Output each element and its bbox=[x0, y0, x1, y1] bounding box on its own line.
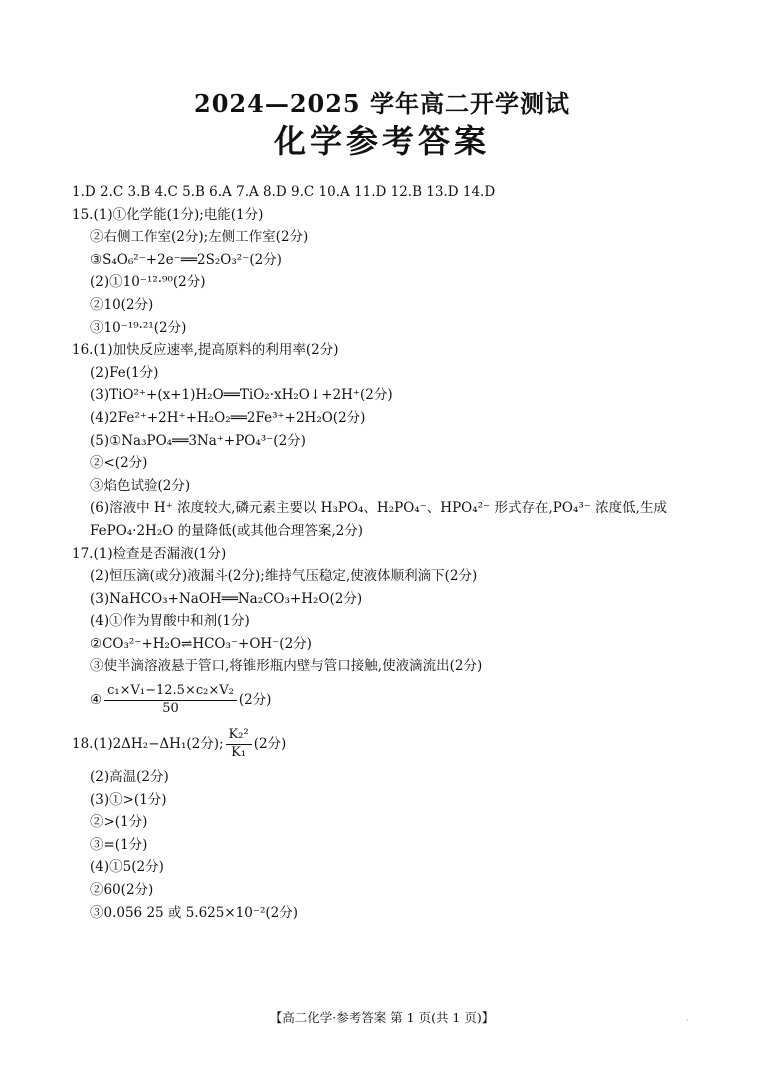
q15-line: (2)①10⁻¹²·⁹⁰(2分) bbox=[90, 274, 206, 291]
q15-line: ②10(2分) bbox=[90, 296, 154, 313]
scan-speck: · bbox=[686, 1016, 689, 1025]
q16-line: (3)TiO²⁺+(x+1)H₂O══TiO₂·xH₂O↓+2H⁺(2分) bbox=[90, 387, 393, 404]
q18-line: ③0.056 25 或 5.625×10⁻²(2分) bbox=[90, 904, 298, 921]
mcq-answers: 1.D 2.C 3.B 4.C 5.B 6.A 7.A 8.D 9.C 10.A 11.D 12.B 13.D 14.D bbox=[72, 184, 496, 200]
fraction-numerator: K₂² bbox=[226, 727, 252, 744]
q17-fraction bbox=[104, 683, 237, 717]
document-title: 化学参考答案 bbox=[273, 122, 490, 160]
q18-line: (3)①>(1分) bbox=[90, 791, 167, 808]
q15-line: ③S₄O₆²⁻+2e⁻══2S₂O₃²⁻(2分) bbox=[90, 251, 282, 268]
exam-title: 2024—2025 学年高二开学测试 bbox=[194, 89, 570, 118]
q18-prefix: 18.(1)2ΔH₂−ΔH₁(2分); bbox=[72, 736, 224, 753]
q18-suffix: (2分) bbox=[253, 736, 287, 753]
q17-line: (2)恒压滴(或分)液漏斗(2分);维持气压稳定,使液体顺利滴下(2分) bbox=[90, 568, 478, 585]
fraction-numerator: c₁×V₁−12.5×c₂×V₂ bbox=[104, 683, 237, 700]
q16-line: 16.(1)加快反应速率,提高原料的利用率(2分) bbox=[72, 342, 339, 359]
q17-line: (3)NaHCO₃+NaOH══Na₂CO₃+H₂O(2分) bbox=[90, 590, 363, 607]
fraction-denominator: K₁ bbox=[231, 744, 247, 760]
q15-line: ③10⁻¹⁹·²¹(2分) bbox=[90, 319, 187, 336]
q17-fraction-prefix: ④ bbox=[90, 692, 103, 709]
q18-fraction bbox=[226, 727, 252, 761]
q17-line: ③使半滴溶液悬于管口,将锥形瓶内壁与管口接触,使液滴流出(2分) bbox=[90, 658, 483, 675]
q16-line: (2)Fe(1分) bbox=[90, 364, 159, 381]
q16-line: (6)溶液中 H⁺ 浓度较大,磷元素主要以 H₃PO₄、H₂PO₄⁻、HPO₄²⁻ 形式存在,PO₄³⁻ 浓度低,生成 FePO₄·2H₂O 的量降低(或其他合理答案,2分) bbox=[90, 500, 667, 539]
q18-line: (4)①5(2分) bbox=[90, 859, 164, 876]
q18-line: ②60(2分) bbox=[90, 882, 154, 899]
answer-body bbox=[72, 181, 712, 924]
q17-line: (4)①作为胃酸中和剂(1分) bbox=[90, 613, 250, 630]
q15-line: 15.(1)①化学能(1分);电能(1分) bbox=[72, 206, 264, 223]
q16-line: (4)2Fe²⁺+2H⁺+H₂O₂══2Fe³⁺+2H₂O(2分) bbox=[90, 409, 366, 426]
q16-line: ②<(2分) bbox=[90, 455, 148, 472]
page-footer: 【高二化学·参考答案 第 1 页(共 1 页)】 bbox=[269, 1010, 495, 1025]
q16-line: ③焰色试验(2分) bbox=[90, 477, 191, 494]
q18-line: (2)高温(2分) bbox=[90, 769, 169, 786]
q17-line: ②CO₃²⁻+H₂O⇌HCO₃⁻+OH⁻(2分) bbox=[90, 635, 312, 652]
q18-first-line bbox=[72, 722, 712, 766]
q18-line: ②>(1分) bbox=[90, 814, 148, 831]
q18-line: ③=(1分) bbox=[90, 836, 148, 853]
q17-fraction-suffix: (2分) bbox=[238, 692, 272, 709]
q17-line: 17.(1)检查是否漏液(1分) bbox=[72, 545, 227, 562]
q15-line: ②右侧工作室(2分);左侧工作室(2分) bbox=[90, 229, 309, 246]
q16-line: (5)①Na₃PO₄══3Na⁺+PO₄³⁻(2分) bbox=[90, 432, 306, 449]
q17-fraction-line bbox=[72, 678, 712, 722]
fraction-denominator: 50 bbox=[162, 700, 179, 716]
